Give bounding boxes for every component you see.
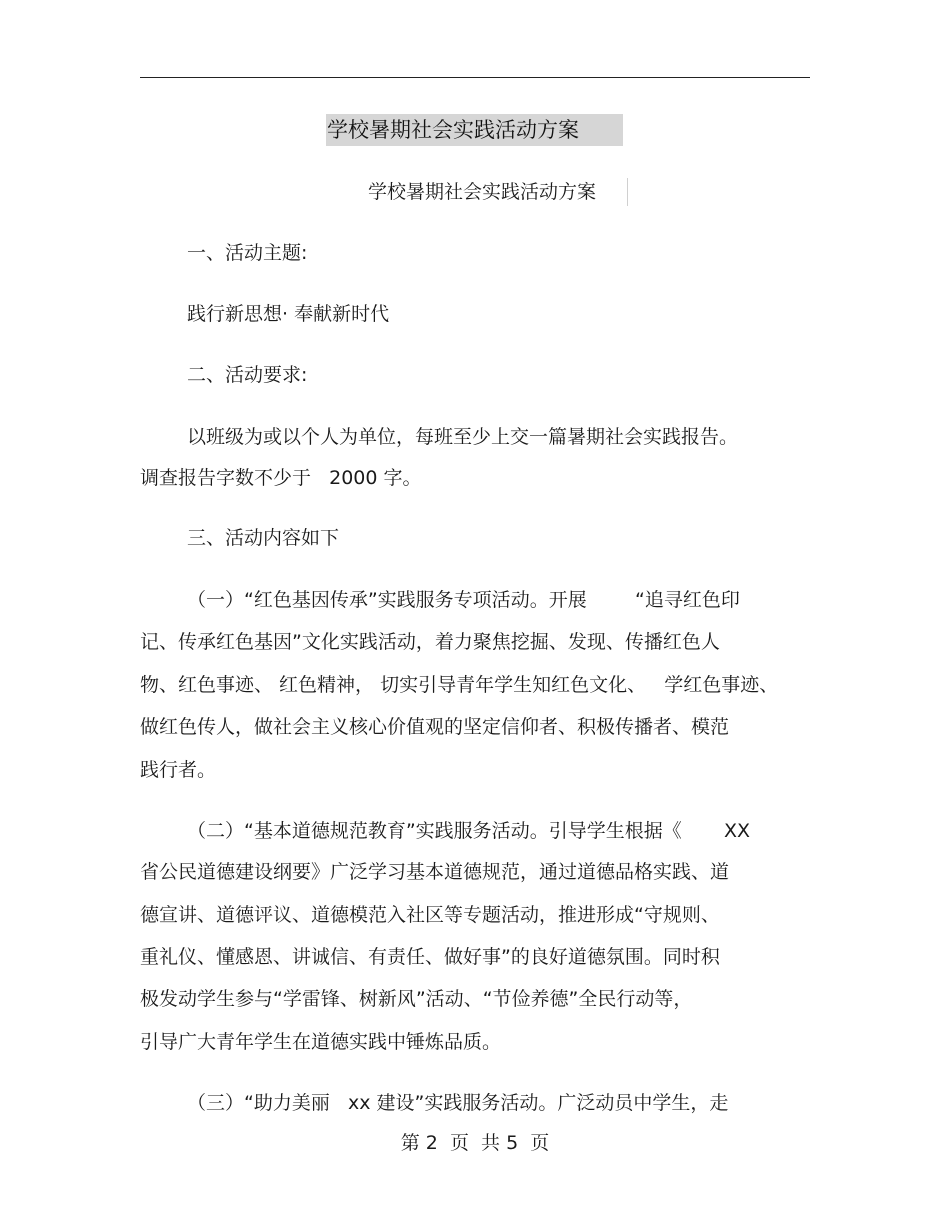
- section-2-body-line: 调查报告字数不少于 2000 字。: [140, 467, 422, 489]
- paragraph-line: 践行者。: [140, 759, 217, 781]
- document-title: 学校暑期社会实践活动方案: [326, 114, 623, 146]
- paragraph-line: 极发动学生参与“学雷锋、树新风”活动、“节俭养德”全民行动等，: [140, 988, 693, 1010]
- section-1-heading: 一、活动主题:: [187, 242, 308, 264]
- paragraph-line: 物、红色事迹、 红色精神， 切实引导青年学生知红色文化、 学红色事迹、: [140, 674, 779, 696]
- header-rule: [140, 77, 810, 78]
- paragraph-line: 省公民道德建设纲要》广泛学习基本道德规范，通过道德品格实践、道: [140, 861, 730, 883]
- page-number-footer: 第 2 页 共 5 页: [400, 1132, 550, 1154]
- paragraph-line: 重礼仪、懂感恩、讲诚信、有责任、做好事”的良好道德氛围。同时积: [140, 946, 720, 968]
- section-2-body-line: 以班级为或以个人为单位，每班至少上交一篇暑期社会实践报告。: [187, 426, 739, 448]
- section-3-heading: 三、活动内容如下: [187, 527, 340, 549]
- paragraph-line: （一）“红色基因传承”实践服务专项活动。开展 “追寻红色印: [187, 589, 740, 611]
- section-1-body: 践行新思想· 奉献新时代: [187, 303, 390, 325]
- paragraph-line: 引导广大青年学生在道德实践中锤炼品质。: [140, 1031, 502, 1053]
- document-subtitle: 学校暑期社会实践活动方案: [368, 178, 628, 206]
- paragraph-line: （二）“基本道德规范教育”实践服务活动。引导学生根据《 XX: [187, 820, 750, 842]
- paragraph-line: 德宣讲、道德评议、道德模范入社区等专题活动，推进形成“守规则、: [140, 904, 720, 926]
- paragraph-line: 记、传承红色基因”文化实践活动，着力聚焦挖掘、发现、传播红色人: [140, 631, 720, 653]
- paragraph-line: 做红色传人，做社会主义核心价值观的坚定信仰者、积极传播者、模范: [140, 716, 730, 738]
- paragraph-line: （三）“助力美丽 xx 建设”实践服务活动。广泛动员中学生，走: [187, 1092, 729, 1114]
- section-2-heading: 二、活动要求:: [187, 364, 308, 386]
